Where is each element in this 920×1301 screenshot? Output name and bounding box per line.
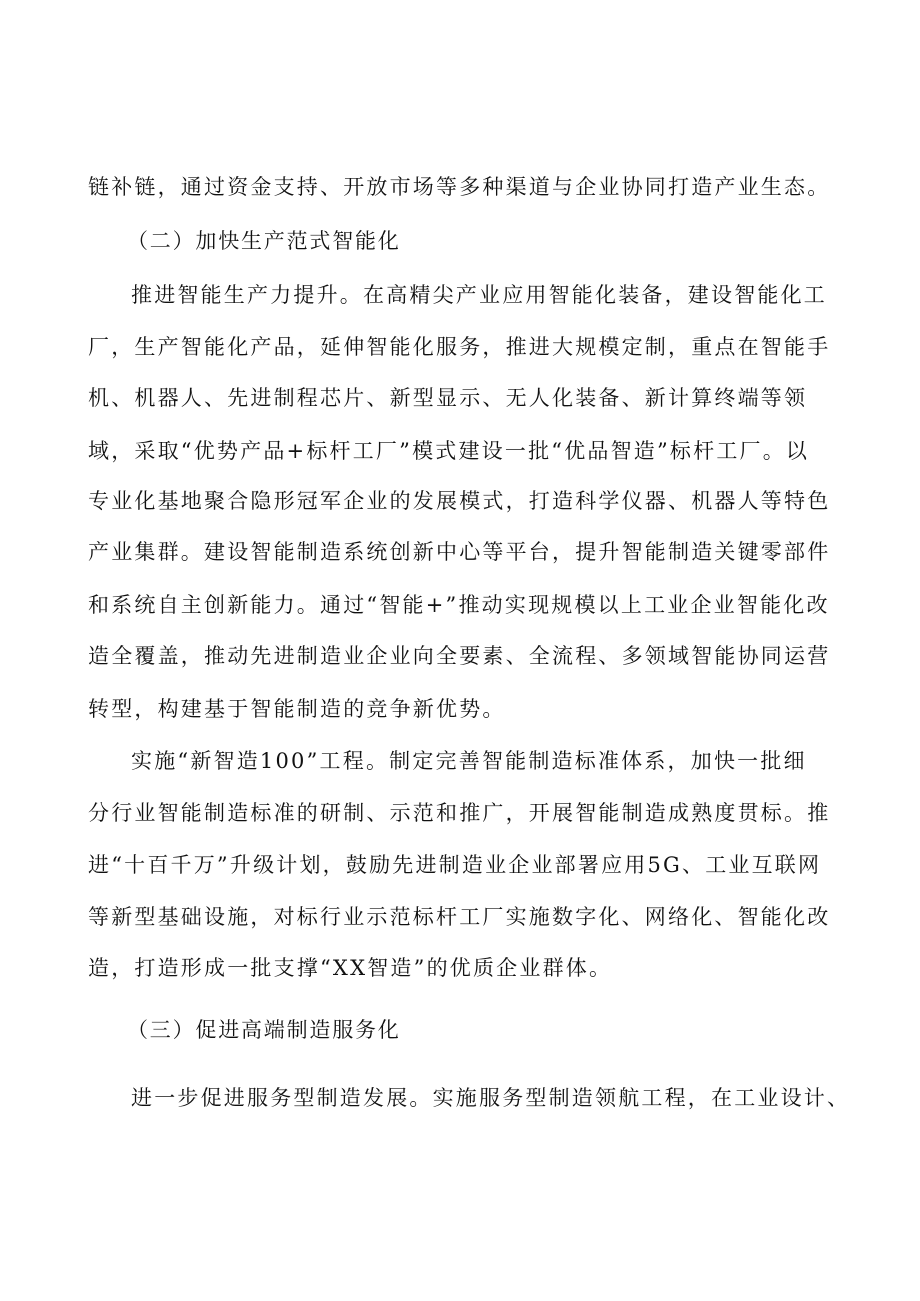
text-line-11: 转型，构建基于智能制造的竞争新优势。 [88,697,506,721]
text-line-5: 机、机器人、先进制程芯片、新型显示、无人化装备、新计算终端等领 [88,386,808,410]
section-heading-3: （三）促进高端制造服务化 [127,1018,401,1042]
section-heading-2: （二）加快生产范式智能化 [127,229,401,253]
text-line-12: 实施“新智造100”工程。制定完善智能制造标准体系，加快一批细 [131,749,807,773]
text-line-6: 域，采取“优势产品+标杆工厂”模式建设一批“优品智造”标杆工厂。以 [88,439,810,463]
text-line-10: 造全覆盖，推动先进制造业企业向全要素、全流程、多领域智能协同运营 [88,644,831,668]
text-line-15: 等新型基础设施，对标行业示范标杆工厂实施数字化、网络化、智能化改 [88,905,831,929]
text-line-9: 和系统自主创新能力。通过“智能+”推动实现规模以上工业企业智能化改 [88,593,830,617]
text-line-7: 专业化基地聚合隐形冠军企业的发展模式，打造科学仪器、机器人等特色 [88,489,831,513]
text-line-1: 链补链，通过资金支持、开放市场等多种渠道与企业协同打造产业生态。 [88,175,831,199]
text-line-3: 推进智能生产力提升。在高精尖产业应用智能化装备，建设智能化工 [131,283,827,307]
text-line-8: 产业集群。建设智能制造系统创新中心等平台，提升智能制造关键零部件 [88,540,831,564]
text-line-13: 分行业智能制造标准的研制、示范和推广，开展智能制造成熟度贯标。推 [88,801,831,825]
text-line-14: 进“十百千万”升级计划，鼓励先进制造业企业部署应用5G、工业互联网 [88,853,822,877]
text-line-16: 造，打造形成一批支撑“XX智造”的优质企业群体。 [88,956,613,980]
text-line-4: 厂，生产智能化产品，延伸智能化服务，推进大规模定制，重点在智能手 [88,335,831,359]
text-line-18: 进一步促进服务型制造发展。实施服务型制造领航工程，在工业设计、 [131,1086,851,1110]
